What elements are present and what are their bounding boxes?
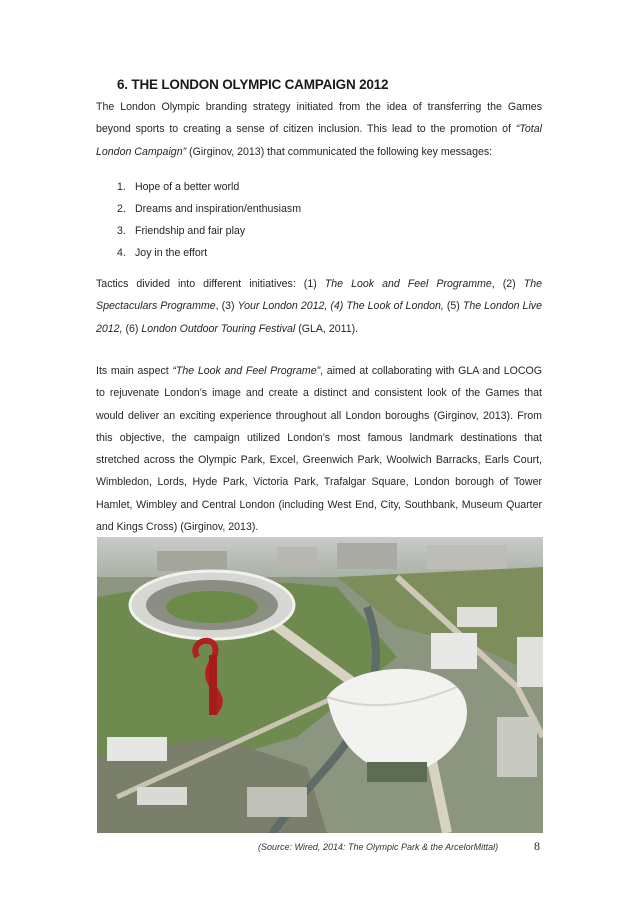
olympic-park-aerial-photo <box>97 537 543 833</box>
list-item <box>117 220 301 242</box>
tactics-text: Tactics divided into different initiatives: (1) <box>96 278 325 290</box>
tactics-text: (GLA, 2011). <box>295 322 359 335</box>
intro-paragraph <box>96 96 542 163</box>
key-messages-list <box>117 176 301 264</box>
tactics-italic: The London Live 2012, <box>96 300 542 335</box>
main-aspect-paragraph <box>96 360 542 538</box>
list-item <box>117 242 301 264</box>
tactics-italic: Your London 2012, (4) The Look of London, <box>237 300 444 313</box>
list-item <box>117 198 301 220</box>
tactics-italic: The Spectaculars Programme <box>96 278 543 313</box>
tactics-text: , (3) <box>215 300 238 313</box>
aspect-text: , aimed at collaborating with GLA and LOCOG to rejuvenate London’s image and create a distinct and consistent look of the Games that would deliver an exciting experience throughout all London boroughs (Girginov, 2013). From this objective, the campaign utilized London’s most famous landmark destinations that stretched across the Olympic Park, Excel, Greenwich Park, Woolwich Barracks, Earls Court, Wimbledon, Lords, Hyde Park, Victoria Park, Trafalgar Square, London borough of Tower Hamlet, Wimbley and Central London (including West End, City, Southbank, Museum Quarter and Kings Cross) (Girginov, 2013). <box>96 365 542 534</box>
photo-caption: (Source: Wired, 2014: The Olympic Park & the ArcelorMittal) <box>258 842 499 852</box>
section-heading: 6. THE LONDON OLYMPIC CAMPAIGN 2012 <box>117 77 389 92</box>
list-text: Hope of a better world <box>135 181 240 193</box>
list-text: Joy in the effort <box>135 247 208 259</box>
intro-text-1: The London Olympic branding strategy initiated from the idea of transferring the Games beyond sports to creating a sense of citizen inclusion. This lead to the promotion of <box>96 101 542 136</box>
list-number: 3. <box>117 225 126 237</box>
list-text: Dreams and inspiration/enthusiasm <box>135 203 302 215</box>
list-text: Friendship and fair play <box>135 225 246 237</box>
aspect-text: Its main aspect <box>96 365 173 377</box>
tactics-italic: The Look and Feel Programme <box>324 278 492 290</box>
tactics-text: (5) <box>443 300 463 313</box>
list-number: 1. <box>117 181 126 193</box>
list-number: 2. <box>117 203 126 215</box>
page-number: 8 <box>534 839 540 853</box>
tactics-italic: London Outdoor Touring Festival <box>141 322 296 335</box>
tactics-text: , (2) <box>491 278 524 290</box>
tactics-text: (6) <box>122 322 142 335</box>
tactics-paragraph <box>96 273 542 340</box>
intro-text-2: (Girginov, 2013) that communicated the following key messages: <box>186 145 493 158</box>
list-number: 4. <box>117 247 126 259</box>
list-item <box>117 176 301 198</box>
intro-italic: “Total London Campaign” <box>96 123 542 158</box>
aspect-italic: “The Look and Feel Programe” <box>172 365 321 377</box>
